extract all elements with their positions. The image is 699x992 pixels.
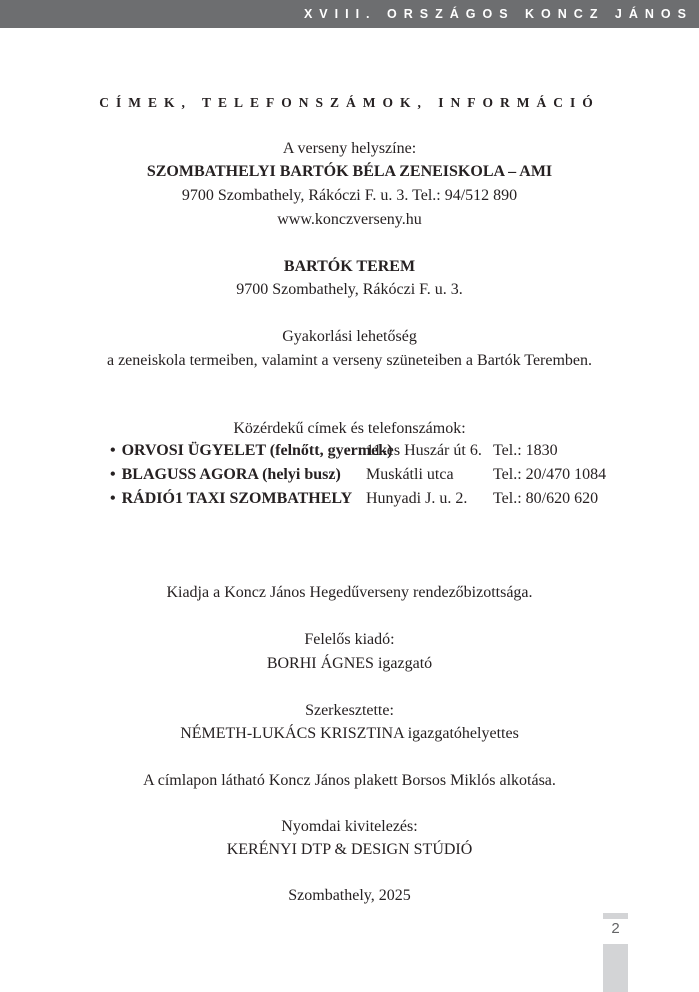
page-title: CÍMEK, TELEFONSZÁMOK, INFORMÁCIÓ	[99, 95, 600, 110]
contact-name: BLAGUSS AGORA (helyi busz)	[121, 466, 341, 483]
plaque-line: A címlapon látható Koncz János plakett Borsos Miklós alkotása.	[143, 772, 556, 789]
venue-name: SZOMBATHELYI BARTÓK BÉLA ZENEISKOLA – AMI	[146, 163, 553, 180]
header-bar	[0, 0, 699, 28]
responsible-person: BORHI ÁGNES	[266, 655, 374, 672]
hall-name: BARTÓK TEREM	[283, 258, 416, 275]
contact-row-orvosi-ugyelet	[110, 441, 558, 460]
contact-phone: Tel.: 20/470 1084	[493, 466, 607, 483]
contact-row-radio1-taxi	[110, 489, 598, 508]
bullet-icon: •	[110, 490, 116, 507]
hall-address: 9700 Szombathely, Rákóczi F. u. 3.	[236, 281, 463, 298]
practice-text: a zeneiskola termeiben, valamint a verseny szüneteiben a Bartók Teremben.	[106, 352, 593, 369]
contact-address: Hunyadi J. u. 2.	[366, 490, 468, 507]
printing-label: Nyomdai kivitelezés:	[281, 818, 418, 835]
contact-row-blaguss-agora	[110, 465, 606, 484]
header-title: XVIII. ORSZÁGOS KONCZ JÁNOS	[303, 7, 693, 21]
venue-intro: A verseny helyszíne:	[282, 140, 417, 157]
publisher-line: Kiadja a Koncz János Hegedűverseny rendezőbizottsága.	[166, 584, 533, 601]
page-number: 2	[611, 920, 620, 937]
page-marker-tall	[603, 944, 628, 992]
bullet-icon: •	[110, 466, 116, 483]
editor-name	[0, 724, 699, 743]
contact-address: 11-es Huszár út 6.	[366, 442, 482, 459]
practice-title: Gyakorlási lehetőség	[282, 328, 417, 345]
contact-name: ORVOSI ÜGYELET (felnőtt, gyermek)	[121, 442, 393, 459]
responsible-label: Felelős kiadó:	[304, 631, 395, 648]
responsible-name	[0, 654, 699, 673]
venue-address: 9700 Szombathely, Rákóczi F. u. 3. Tel.: 94/512 890	[181, 187, 518, 204]
footer-line: Szombathely, 2025	[288, 887, 411, 904]
printing-name: KERÉNYI DTP & DESIGN STÚDIÓ	[226, 841, 473, 858]
contact-phone: Tel.: 80/620 620	[493, 490, 599, 507]
bullet-icon: •	[110, 442, 116, 459]
responsible-role: igazgató	[373, 655, 433, 672]
editor-person: NÉMETH-LUKÁCS KRISZTINA	[180, 725, 404, 742]
contact-phone: Tel.: 1830	[493, 442, 558, 459]
contacts-heading: Közérdekű címek és telefonszámok:	[233, 420, 466, 437]
contact-address: Muskátli utca	[366, 466, 454, 483]
editor-role: igazgatóhelyettes	[403, 725, 519, 742]
contact-name: RÁDIÓ1 TAXI SZOMBATHELY	[121, 490, 353, 507]
venue-website: www.konczverseny.hu	[277, 211, 422, 228]
editor-label: Szerkesztette:	[305, 702, 394, 719]
